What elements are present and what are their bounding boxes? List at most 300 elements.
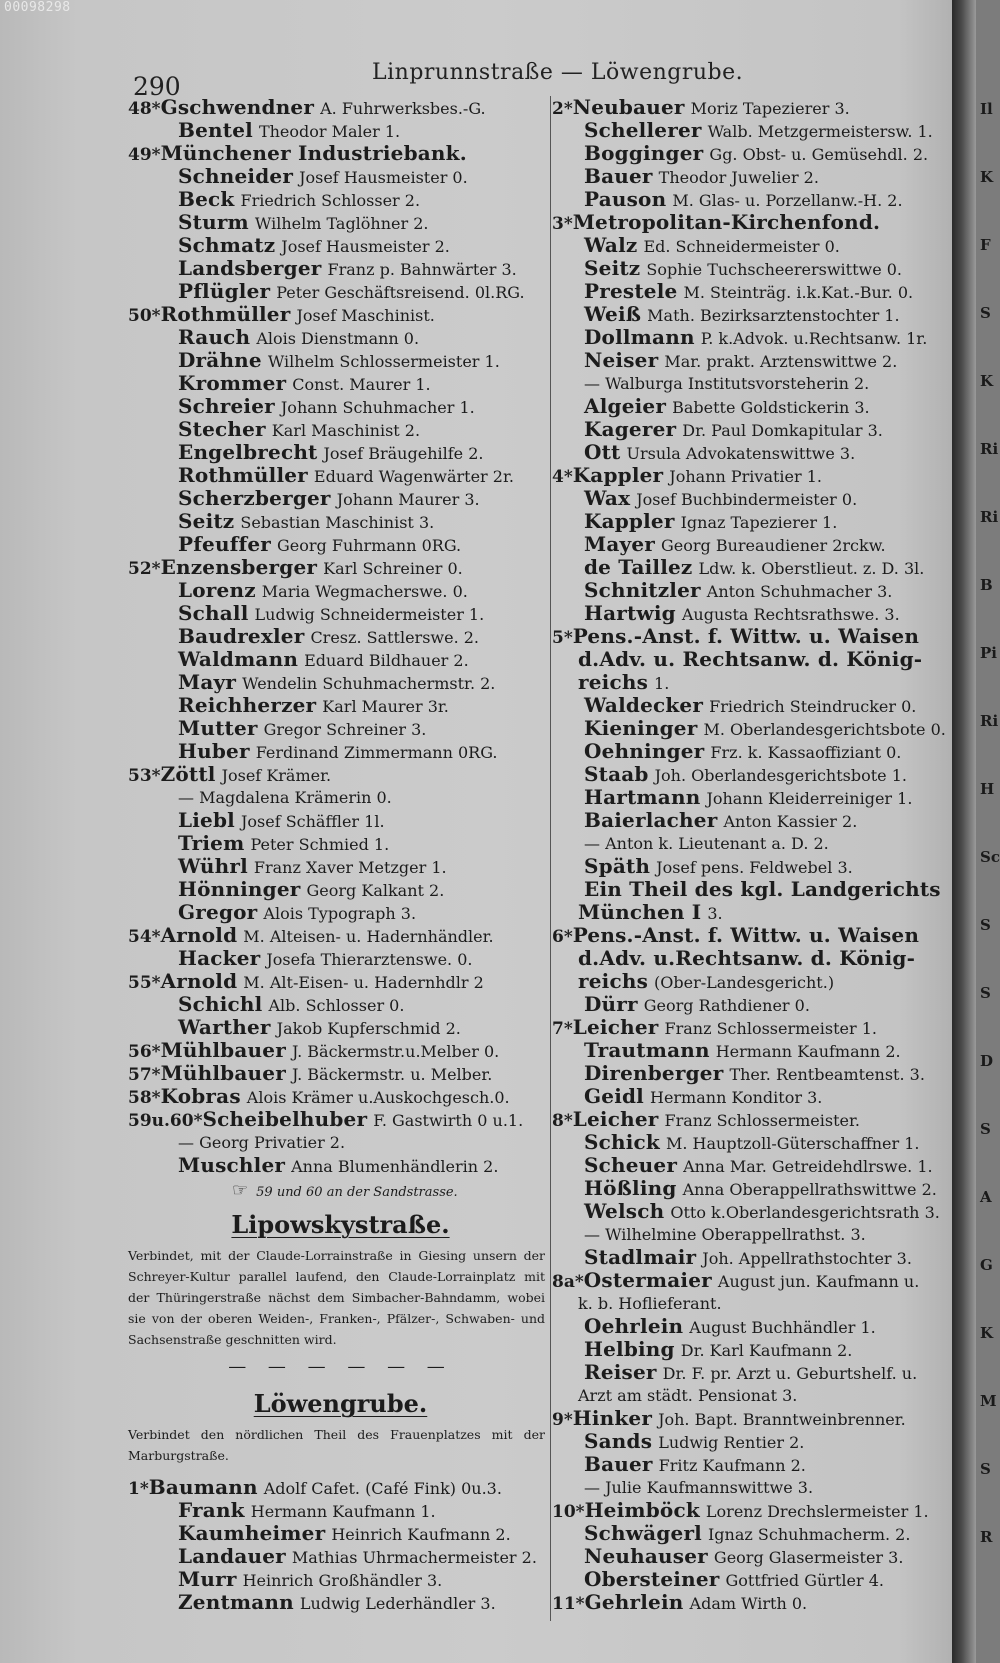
resident-name: Mühlbauer [160, 1038, 286, 1062]
resident-name: Waldecker [584, 693, 704, 717]
directory-entry [128, 326, 553, 349]
resident-details: Wilhelm Schlossermeister 1. [267, 352, 500, 371]
resident-name: Hönninger [178, 877, 301, 901]
resident-details: Mar. prakt. Arztenswittwe 2. [664, 352, 898, 371]
directory-entry [128, 533, 553, 556]
directory-entry [128, 395, 553, 418]
resident-name: Trautmann [584, 1038, 710, 1062]
resident-name: Schnitzler [584, 578, 701, 602]
resident-name: reichs [578, 670, 649, 694]
directory-entry [552, 395, 936, 418]
resident-name: Muschler [178, 1153, 286, 1177]
street-heading-loewengrube: Löwengrube. [253, 1389, 428, 1418]
directory-entry [552, 303, 936, 326]
resident-name: Pauson [584, 187, 667, 211]
resident-details: Otto k.Oberlandesgerichtsrath 3. [670, 1203, 940, 1222]
resident-details: Moriz Tapezierer 3. [690, 99, 850, 118]
resident-details: Joh. Appellrathstochter 3. [702, 1249, 912, 1268]
resident-details: Friedrich Schlosser 2. [240, 191, 421, 210]
resident-details: — Anton k. Lieutenant a. D. 2. [584, 834, 829, 853]
directory-entry [128, 211, 553, 234]
house-number: 55* [128, 973, 161, 993]
resident-name: Dürr [584, 992, 638, 1016]
resident-name: Neubauer [572, 95, 685, 119]
directory-entry [128, 165, 553, 188]
directory-entry [128, 602, 553, 625]
resident-name: Baudrexler [178, 624, 305, 648]
resident-details: M. Glas- u. Porzellanw.-H. 2. [672, 191, 903, 210]
directory-entry [128, 188, 553, 211]
resident-name: Ostermaier [583, 1268, 712, 1292]
resident-name: Oehrlein [584, 1314, 684, 1338]
resident-name: Engelbrecht [178, 440, 318, 464]
resident-details: Gregor Schreiner 3. [263, 720, 427, 739]
resident-name: Bauer [584, 164, 653, 188]
resident-name: Direnberger [584, 1061, 724, 1085]
resident-details: Frz. k. Kassaoffiziant 0. [710, 743, 902, 762]
resident-name: Bauer [584, 1452, 653, 1476]
resident-details: Anna Blumenhändlerin 2. [291, 1157, 499, 1176]
directory-entry [552, 1292, 936, 1315]
directory-entry [128, 142, 553, 165]
resident-details: Peter Geschäftsreisend. 0l.RG. [276, 283, 525, 302]
directory-entry [552, 326, 936, 349]
resident-name: Kieninger [584, 716, 698, 740]
resident-name: Reichherzer [178, 693, 317, 717]
resident-details: M. Alt-Eisen- u. Hadernhdlr 2 [243, 973, 484, 992]
left-entries-block-b [128, 1476, 553, 1614]
resident-name: Obersteiner [584, 1567, 720, 1591]
resident-details: M. Oberlandesgerichtsbote 0. [703, 720, 946, 739]
house-number: 58* [128, 1088, 161, 1108]
directory-entry [552, 418, 936, 441]
resident-name: Kobras [160, 1084, 241, 1108]
resident-details: Dr. F. pr. Arzt u. Geburtshelf. u. [662, 1364, 918, 1383]
directory-entry [552, 924, 936, 947]
next-page-fragment: B [980, 576, 993, 594]
resident-details: Franz Xaver Metzger 1. [253, 858, 447, 877]
resident-name: Prestele [584, 279, 678, 303]
resident-details: Peter Schmied 1. [250, 835, 390, 854]
directory-entry [128, 441, 553, 464]
resident-details: Anton Schuhmacher 3. [706, 582, 893, 601]
resident-name: Scherzberger [178, 486, 331, 510]
directory-entry [552, 1407, 936, 1430]
directory-entry [552, 1338, 936, 1361]
resident-name: Drähne [178, 348, 262, 372]
resident-name: Ott [584, 440, 621, 464]
directory-entry [552, 855, 936, 878]
directory-entry [128, 1591, 553, 1614]
resident-details: Anna Oberappellrathswittwe 2. [682, 1180, 937, 1199]
directory-entry [552, 993, 936, 1016]
resident-name: Zentmann [178, 1590, 294, 1614]
resident-name: Landauer [178, 1544, 286, 1568]
resident-details: Babette Goldstickerin 3. [672, 398, 870, 417]
house-number: 7* [552, 1019, 573, 1039]
pointing-hand-icon: ☞ [232, 1180, 249, 1201]
resident-details: (Ober-Landesgericht.) [654, 973, 835, 992]
directory-entry [552, 1430, 936, 1453]
resident-details: Georg Fuhrmann 0RG. [276, 536, 462, 555]
directory-entry [552, 1522, 936, 1545]
resident-name: de Taillez [584, 555, 693, 579]
resident-details: P. k.Advok. u.Rechtsanw. 1r. [700, 329, 928, 348]
directory-entry [128, 556, 553, 579]
resident-name: Hinker [572, 1406, 653, 1430]
resident-name: Bentel [178, 118, 253, 142]
directory-entry [552, 1361, 936, 1384]
resident-details: Josef Schäffler 1l. [240, 812, 385, 831]
next-page-fragment: A [980, 1188, 992, 1206]
next-page-fragment: Pi [980, 644, 997, 662]
resident-name: reichs [578, 969, 649, 993]
resident-details: 3. [707, 904, 723, 923]
resident-details: — Georg Privatier 2. [178, 1133, 346, 1152]
directory-entry [128, 993, 553, 1016]
resident-details: Johann Maurer 3. [336, 490, 480, 509]
resident-details: Georg Glasermeister 3. [713, 1548, 904, 1567]
resident-name: Schellerer [584, 118, 702, 142]
directory-entry [552, 464, 936, 487]
directory-entry [552, 740, 936, 763]
resident-details: Heinrich Kaufmann 2. [331, 1525, 511, 1544]
resident-name: Walz [584, 233, 638, 257]
directory-entry [552, 671, 936, 694]
resident-details: Ludwig Rentier 2. [658, 1433, 805, 1452]
directory-entry [128, 280, 553, 303]
resident-name: Schall [178, 601, 249, 625]
directory-entry [128, 119, 553, 142]
next-page-fragment: Sc [980, 848, 1000, 866]
directory-entry [552, 96, 936, 119]
house-number: 50* [128, 306, 161, 326]
resident-details: Gottfried Gürtler 4. [725, 1571, 885, 1590]
directory-entry [128, 832, 553, 855]
resident-name: Mayr [178, 670, 237, 694]
directory-entry [552, 832, 936, 855]
resident-name: Heimböck [584, 1498, 700, 1522]
directory-entry [552, 1062, 936, 1085]
resident-details: Wilhelm Taglöhner 2. [254, 214, 429, 233]
resident-details: Theodor Maler 1. [258, 122, 401, 141]
resident-name: Kappler [584, 509, 675, 533]
resident-name: Kagerer [584, 417, 677, 441]
resident-details: 1. [654, 674, 670, 693]
resident-name: Pens.-Anst. f. Wittw. u. Waisen [572, 923, 920, 947]
resident-details: Wendelin Schuhmachermstr. 2. [242, 674, 496, 693]
resident-name: Metropolitan-Kirchenfond. [572, 210, 881, 234]
house-number: 2* [552, 99, 573, 119]
resident-details: Ludwig Lederhändler 3. [299, 1594, 496, 1613]
section-divider: — — — — — — [228, 1356, 453, 1377]
directory-entry [552, 372, 936, 395]
resident-name: Weiß [584, 302, 642, 326]
resident-name: Geidl [584, 1084, 644, 1108]
resident-details: k. b. Hoflieferant. [578, 1294, 722, 1313]
resident-name: Wax [584, 486, 631, 510]
resident-name: Leicher [572, 1107, 659, 1131]
directory-entry [552, 1039, 936, 1062]
resident-details: Hermann Konditor 3. [649, 1088, 823, 1107]
resident-name: Pens.-Anst. f. Wittw. u. Waisen [572, 624, 920, 648]
directory-entry [128, 487, 553, 510]
resident-details: Franz p. Bahnwärter 3. [327, 260, 517, 279]
house-number: 56* [128, 1042, 161, 1062]
directory-entry [552, 694, 936, 717]
resident-name: Schneider [178, 164, 294, 188]
column-divider [550, 96, 551, 1621]
right-entries-block [552, 95, 946, 1614]
resident-details: Alois Typograph 3. [263, 904, 417, 923]
directory-entry [128, 694, 553, 717]
resident-details: Karl Schreiner 0. [323, 559, 463, 578]
directory-entry [552, 1269, 936, 1292]
directory-entry [552, 188, 936, 211]
directory-entry [552, 579, 936, 602]
resident-name: Helbing [584, 1337, 675, 1361]
directory-entry [552, 602, 936, 625]
next-page-fragment: M [980, 1392, 997, 1410]
directory-entry [128, 855, 553, 878]
resident-details: Karl Maschinist 2. [271, 421, 421, 440]
resident-details: Eduard Wagenwärter 2r. [313, 467, 514, 486]
resident-name: Huber [178, 739, 250, 763]
resident-name: Gschwendner [160, 95, 315, 119]
resident-name: Seitz [584, 256, 641, 280]
house-number: 49* [128, 145, 161, 165]
resident-name: Enzensberger [160, 555, 318, 579]
resident-details: Theodor Juwelier 2. [658, 168, 819, 187]
resident-details: August Buchhändler 1. [689, 1318, 876, 1337]
directory-entry [552, 786, 936, 809]
resident-name: Arnold [160, 969, 238, 993]
directory-entry [552, 1315, 936, 1338]
directory-entry [128, 717, 553, 740]
directory-entry [128, 579, 553, 602]
resident-details: M. Hauptzoll-Güterschaffner 1. [666, 1134, 920, 1153]
running-head: Linprunnstraße — Löwengrube. [372, 60, 744, 85]
directory-entry [128, 809, 553, 832]
directory-entry [552, 1545, 936, 1568]
resident-details: Friedrich Steindrucker 0. [709, 697, 917, 716]
resident-name: Hößling [584, 1176, 677, 1200]
resident-details: F. Gastwirth 0 u.1. [373, 1111, 524, 1130]
directory-entry [128, 1476, 553, 1499]
resident-details: Sophie Tuchscheererswittwe 0. [646, 260, 903, 279]
resident-details: Augusta Rechtsrathswe. 3. [681, 605, 900, 624]
street-description-loewengrube: Verbindet den nördlichen Theil des Frauenplatzes mit der Marburgstraße. [128, 1427, 545, 1463]
directory-entry [552, 211, 936, 234]
resident-name: Neiser [584, 348, 659, 372]
directory-entry [552, 716, 946, 740]
resident-details: Mathias Uhrmachermeister 2. [291, 1548, 537, 1567]
resident-details: Johann Kleiderreiniger 1. [706, 789, 913, 808]
directory-entry [552, 142, 936, 165]
resident-details: Ignaz Tapezierer 1. [680, 513, 838, 532]
resident-name: Baumann [148, 1475, 258, 1499]
directory-entry [128, 1016, 553, 1039]
resident-details: Hermann Kaufmann 1. [250, 1502, 436, 1521]
resident-details: Ldw. k. Oberstlieut. z. D. 3l. [698, 559, 925, 578]
directory-entry [128, 625, 553, 648]
resident-details: Ignaz Schuhmacherm. 2. [707, 1525, 911, 1544]
house-number: 54* [128, 927, 161, 947]
resident-name: Hartwig [584, 601, 676, 625]
next-page-fragment: K [980, 1324, 994, 1342]
resident-name: Gregor [178, 900, 258, 924]
house-number: 57* [128, 1065, 161, 1085]
next-page-fragment: K [980, 168, 994, 186]
house-number: 5* [552, 628, 573, 648]
resident-details: Dr. Paul Domkapitular 3. [682, 421, 883, 440]
next-page-fragment: K [980, 372, 994, 390]
resident-details: Ludwig Schneidermeister 1. [254, 605, 485, 624]
next-page-fragment: H [980, 780, 995, 798]
directory-entry [128, 947, 553, 970]
next-page-fragment: F [980, 236, 991, 254]
directory-entry [552, 349, 936, 372]
directory-entry [552, 1108, 936, 1131]
resident-name: Scheibelhuber [202, 1107, 368, 1131]
resident-name: Schreier [178, 394, 275, 418]
resident-name: Algeier [584, 394, 667, 418]
resident-name: Kappler [572, 463, 664, 487]
resident-name: d.Adv. u. Rechtsanw. d. König- [578, 647, 923, 671]
directory-entry [128, 924, 553, 947]
directory-entry [552, 257, 936, 280]
directory-entry [128, 740, 553, 763]
resident-details: Sebastian Maschinist 3. [240, 513, 435, 532]
house-number: 9* [552, 1410, 573, 1430]
footnote-text: 59 und 60 an der Sandstrasse. [256, 1185, 458, 1200]
left-column [128, 96, 553, 1614]
directory-entry [552, 1016, 936, 1039]
next-page-fragment: S [980, 1120, 991, 1138]
resident-details: Alb. Schlosser 0. [268, 996, 405, 1015]
next-page-fragment: Ri [980, 508, 999, 526]
house-number: 48* [128, 99, 161, 119]
street-description-lipowskystrasse: Verbindet, mit der Claude-Lorrainstraße in Giesing unsern der Schreyer-Kultur parallel laufend, den Claude-Lorrainplatz mit der Thüringerstraße nächst dem Simbacher-Bahndamm, wobei sie von der oberen Weiden-, Franken-, Pfälzer-, Schwaben- und Sachsenstraße geschnitten wird. [128, 1248, 545, 1347]
resident-name: Wührl [178, 854, 248, 878]
directory-entry [552, 877, 941, 901]
directory-entry [128, 510, 553, 533]
book-gutter [952, 0, 976, 1663]
directory-entry [128, 418, 553, 441]
house-number: 4* [552, 467, 573, 487]
page-number: 290 [133, 72, 181, 101]
directory-entry [552, 556, 936, 579]
resident-name: Murr [178, 1567, 237, 1591]
directory-entry [552, 1384, 936, 1407]
resident-details: Alois Dienstmann 0. [256, 329, 420, 348]
directory-entry [128, 1545, 553, 1568]
resident-name: Triem [178, 831, 245, 855]
directory-entry [552, 1499, 936, 1522]
resident-details: Georg Kalkant 2. [306, 881, 445, 900]
resident-details: Ferdinand Zimmermann 0RG. [255, 743, 498, 762]
resident-details: Cresz. Sattlerswe. 2. [310, 628, 480, 647]
directory-entry [552, 533, 936, 556]
resident-details: Joh. Bapt. Branntweinbrenner. [658, 1410, 906, 1429]
directory-entry [552, 648, 936, 671]
directory-entry [128, 1131, 553, 1154]
resident-name: Frank [178, 1498, 245, 1522]
resident-details: J. Bäckermstr. u. Melber. [291, 1065, 493, 1084]
left-entries-block-a [128, 96, 553, 1177]
resident-details: Jakob Kupferschmid 2. [276, 1019, 461, 1038]
resident-details: — Walburga Institutsvorsteherin 2. [584, 374, 870, 393]
directory-entry [552, 441, 936, 464]
directory-entry [552, 625, 936, 648]
resident-name: Seitz [178, 509, 235, 533]
directory-entry [128, 303, 553, 326]
resident-details: Josef Buchbindermeister 0. [636, 490, 858, 509]
directory-entry [128, 786, 553, 809]
resident-details: Josef Bräugehilfe 2. [323, 444, 484, 463]
resident-details: Adam Wirth 0. [689, 1594, 808, 1613]
resident-name: Krommer [178, 371, 287, 395]
resident-name: Lorenz [178, 578, 256, 602]
next-page-fragment: S [980, 916, 991, 934]
directory-entry [128, 464, 553, 487]
right-column [552, 95, 946, 1614]
resident-details: Josef Hausmeister 0. [299, 168, 468, 187]
next-page-fragment: S [980, 984, 991, 1002]
directory-entry [128, 234, 553, 257]
resident-name: Rauch [178, 325, 251, 349]
house-number: 10* [552, 1502, 585, 1522]
resident-name: Ein Theil des kgl. Landgerichts [584, 877, 941, 901]
resident-details: Johann Schuhmacher 1. [280, 398, 475, 417]
next-page-fragment: Ri [980, 440, 999, 458]
directory-entry [552, 1199, 940, 1223]
directory-entry [128, 763, 553, 786]
next-page-fragment: Ri [980, 712, 999, 730]
resident-details: J. Bäckermstr.u.Melber 0. [291, 1042, 500, 1061]
directory-entry [552, 1177, 936, 1200]
resident-details: Franz Schlossermeister 1. [664, 1019, 877, 1038]
directory-entry [552, 1453, 936, 1476]
next-page-fragment: R [980, 1528, 993, 1546]
resident-name: Rothmüller [160, 302, 291, 326]
resident-name: Rothmüller [178, 463, 308, 487]
directory-entry [128, 648, 553, 671]
resident-name: d.Adv. u.Rechtsanw. d. König- [578, 946, 916, 970]
resident-name: Hartmann [584, 785, 701, 809]
directory-entry [552, 487, 936, 510]
directory-entry [552, 809, 936, 832]
resident-details: — Magdalena Krämerin 0. [178, 788, 392, 807]
resident-name: Landsberger [178, 256, 322, 280]
resident-name: Mühlbauer [160, 1061, 286, 1085]
directory-entry [128, 901, 553, 924]
directory-entry [128, 96, 553, 119]
next-page-edge [976, 0, 1000, 1663]
resident-details: Josefa Thierarztenswe. 0. [266, 950, 473, 969]
resident-details: Arzt am städt. Pensionat 3. [578, 1386, 798, 1405]
resident-details: Heinrich Großhändler 3. [242, 1571, 443, 1590]
directory-entry [128, 1154, 553, 1177]
directory-entry [552, 947, 936, 970]
house-number: 11* [552, 1594, 585, 1614]
resident-details: Josef pens. Feldwebel 3. [656, 858, 853, 877]
directory-entry [128, 1062, 553, 1085]
directory-entry [552, 1591, 936, 1614]
resident-name: Gehrlein [584, 1590, 684, 1614]
resident-name: Schick [584, 1130, 660, 1154]
resident-name: Neuhauser [584, 1544, 708, 1568]
